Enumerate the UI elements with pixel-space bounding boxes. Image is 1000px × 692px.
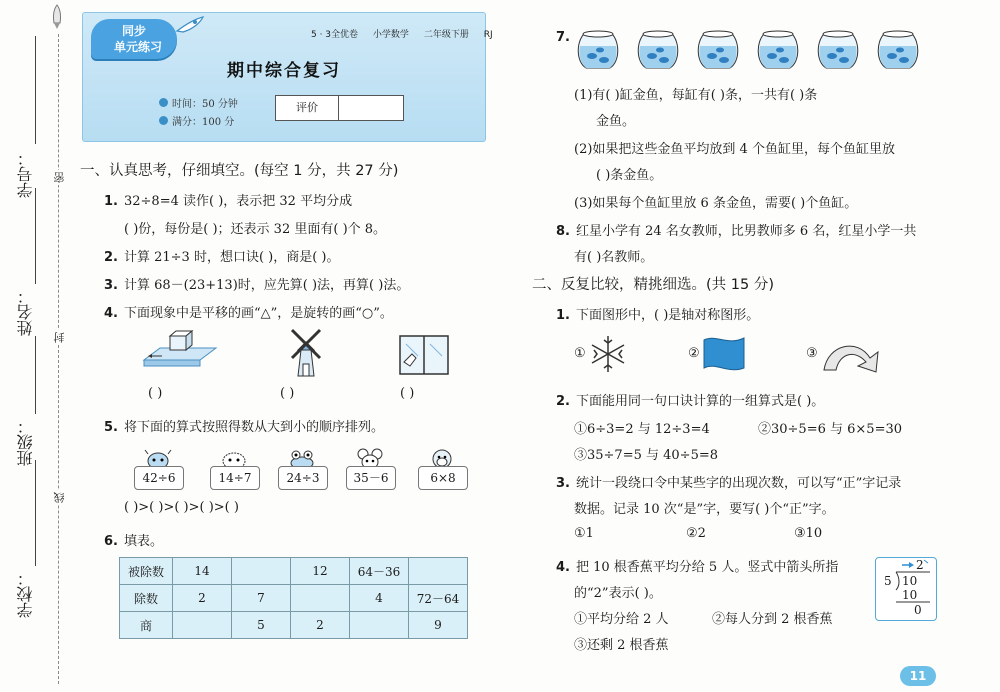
expression-label: 14÷7 [210,466,260,490]
snowflake-icon [588,334,628,374]
table-cell[interactable] [409,558,468,585]
clock-icon [159,98,168,107]
cut-mark-line: 线 [53,492,66,503]
expression-card [134,448,184,490]
cut-mark-seal: 密 [53,172,66,183]
expression-label: 35－6 [346,466,396,490]
remainder-digit: 0 [914,603,922,617]
series-subject: 小学数学 [372,30,409,40]
fishbowl-icon [574,30,622,72]
table-row [120,558,468,585]
binding-margin [0,0,78,692]
expression-card [278,448,328,490]
dividend-digits: 10 [902,574,918,588]
fishbowl-icon [814,30,862,72]
question-text: 计算 68－(23+13)时，应先算( )法，再算( )法。 [123,278,410,293]
fishbowl-icon [634,30,682,72]
division-table [119,557,468,639]
question-number: 1. [104,194,118,209]
question-text: 32÷8=4 读作( )，表示把 32 平均分成 [123,194,353,209]
table-cell[interactable]: 14 [173,558,232,585]
section1-heading: 一、认真思考，仔细填空。(每空 1 分，共 27 分) [80,163,399,179]
table-cell[interactable]: 9 [409,612,468,639]
time-limit [159,95,238,110]
table-cell[interactable]: 12 [291,558,350,585]
question-text: 把 10 根香蕉平均分给 5 人。竖式中箭头所指 [575,560,839,575]
unit-practice-badge [91,19,177,59]
row-header-dividend: 被除数 [120,558,173,585]
table-cell[interactable] [291,585,350,612]
question-7-number [556,30,576,45]
rocket-icon [50,4,64,30]
question-number: 2. [556,394,570,409]
table-cell[interactable]: 72－64 [409,585,468,612]
expression-card [418,448,468,490]
fishbowl-icon [694,30,742,72]
name-label: 姓名： [16,288,35,336]
time-text: 时间：50 分钟 [172,99,238,110]
question-7-part2-cont: ( )条金鱼。 [596,168,663,183]
quotient-digit: 2 [916,558,924,572]
windmill-image [284,326,328,378]
name-line[interactable] [35,188,36,284]
question-number: 4. [556,560,570,575]
question-8-line2: 有( )名教师。 [574,250,654,265]
check-icon [159,116,168,125]
table-cell[interactable]: 7 [232,585,291,612]
long-division-box [875,557,937,621]
fishbowl-icon [754,30,802,72]
option-marker[interactable]: ② [688,346,700,361]
table-cell[interactable] [350,612,409,639]
question-3 [104,274,409,293]
table-cell[interactable] [173,612,232,639]
student-id-line[interactable] [35,36,36,144]
class-line[interactable] [35,336,36,414]
question-1-line2: ( )份，每份是( )；还表示 32 里面有( )个 8。 [124,222,387,237]
conveyor-box-image [140,330,220,374]
question-number: 4. [104,306,118,321]
section2-question-3-line1 [556,472,901,491]
table-cell[interactable]: 2 [173,585,232,612]
badge-line2: 单元练习 [113,40,162,54]
question-number: 3. [104,278,118,293]
question-text: 红星小学有 24 名女教师，比男教师多 6 名，红星小学一共 [575,224,917,239]
row-header-divisor: 除数 [120,585,173,612]
option-2[interactable]: ②2 [686,526,706,541]
school-label: 学校： [16,570,35,618]
question-text: 下面图形中，( )是轴对称图形。 [575,308,760,323]
option-marker[interactable]: ① [574,346,586,361]
option-3[interactable]: ③10 [794,526,823,541]
answer-blank[interactable]: ( ) [400,386,415,401]
option-marker[interactable]: ③ [806,346,818,361]
expression-card [346,448,396,490]
cut-mark-close: 封 [53,332,66,343]
full-score [159,113,234,128]
badge-line1: 同步 [121,24,146,38]
evaluation-label: 评价 [276,96,339,120]
divisor-digit: 5 [884,574,892,588]
question-text: 下面现象中是平移的画“△”，是旋转的画“○”。 [123,306,393,321]
series-info [311,27,505,40]
question-number: 7. [556,30,570,45]
section2-question-4-line2: 的“2”表示( )。 [574,586,662,601]
expression-card [210,448,260,490]
question-6 [104,530,163,549]
table-cell[interactable] [232,558,291,585]
evaluation-field[interactable] [339,96,403,120]
question-number: 8. [556,224,570,239]
binding-dashed-line [58,34,59,684]
question-1-line1 [104,190,352,209]
expression-label: 6×8 [418,466,468,490]
class-label: 班级： [16,418,35,466]
table-cell[interactable]: 64－36 [350,558,409,585]
question-7-part1-cont: 金鱼。 [596,114,636,129]
question-7-part1: (1)有( )缸金鱼，每缸有( )条，一共有( )条 [574,88,818,103]
question-text: 将下面的算式按照得数从大到小的顺序排列。 [123,420,384,435]
question-number: 6. [104,534,118,549]
student-id-label: 学号： [16,150,35,198]
table-cell[interactable]: 2 [291,612,350,639]
option-1[interactable]: ①平均分给 2 人 [574,612,669,627]
series-name: 5 · 3全优卷 [311,30,359,40]
question-5 [104,416,384,435]
ordering-answer[interactable]: ( )>( )>( )>( )>( ) [124,500,239,515]
wavy-flag-icon [700,334,748,374]
question-text: 下面能用同一句口诀计算的一组算式是( )。 [575,394,825,409]
question-7-part2: (2)如果把这些金鱼平均放到 4 个鱼缸里，每个鱼缸里放 [574,142,895,157]
product-digits: 10 [902,588,918,602]
question-number: 3. [556,476,570,491]
school-line[interactable] [35,460,36,566]
section2-question-1 [556,304,759,323]
section2-question-3-line2: 数据。记录 10 次“是”字，要写( )个“正”字。 [574,502,835,517]
table-row [120,612,468,639]
option-2[interactable]: ②30÷5=6 与 6×5=30 [758,422,903,437]
option-2[interactable]: ②每人分到 2 根香蕉 [712,612,833,627]
question-number: 1. [556,308,570,323]
option-3[interactable]: ③35÷7=5 与 40÷5=8 [574,448,719,463]
page-number: 11 [900,666,936,686]
question-text: 计算 21÷3 时，想口诀( )，商是( )。 [123,250,340,265]
question-number: 5. [104,420,118,435]
curved-arrow-icon [820,334,886,374]
table-cell[interactable]: 5 [232,612,291,639]
expression-label: 24÷3 [278,466,328,490]
section2-question-2 [556,390,824,409]
score-text: 满分：100 分 [172,117,235,128]
rocket-icon [175,15,205,33]
fishbowl-icon [874,30,922,72]
question-8-line1 [556,220,916,239]
answer-blank[interactable]: ( ) [148,386,163,401]
answer-blank[interactable]: ( ) [280,386,295,401]
table-row [120,585,468,612]
row-header-quotient: 商 [120,612,173,639]
question-4 [104,302,393,321]
worksheet-header [82,12,493,142]
question-2 [104,246,340,265]
option-1[interactable]: ①1 [574,526,594,541]
table-cell[interactable]: 4 [350,585,409,612]
evaluation-box [275,95,404,121]
option-3[interactable]: ③还剩 2 根香蕉 [574,638,669,653]
sliding-window-image [398,334,450,376]
section2-question-4-line1 [556,556,838,575]
question-text: 填表。 [123,534,163,549]
option-1[interactable]: ①6÷3=2 与 12÷3=4 [574,422,710,437]
expression-label: 42÷6 [134,466,184,490]
series-edition: RJ [483,30,493,40]
page-title: 期中综合复习 [227,61,341,81]
series-grade: 二年级下册 [423,30,469,40]
section2-heading: 二、反复比较，精挑细选。(共 15 分) [532,277,774,293]
question-text: 统计一段绕口令中某些字的出现次数，可以写“正”字记录 [575,476,902,491]
question-7-part3: (3)如果每个鱼缸里放 6 条金鱼，需要( )个鱼缸。 [574,196,858,211]
question-number: 2. [104,250,118,265]
